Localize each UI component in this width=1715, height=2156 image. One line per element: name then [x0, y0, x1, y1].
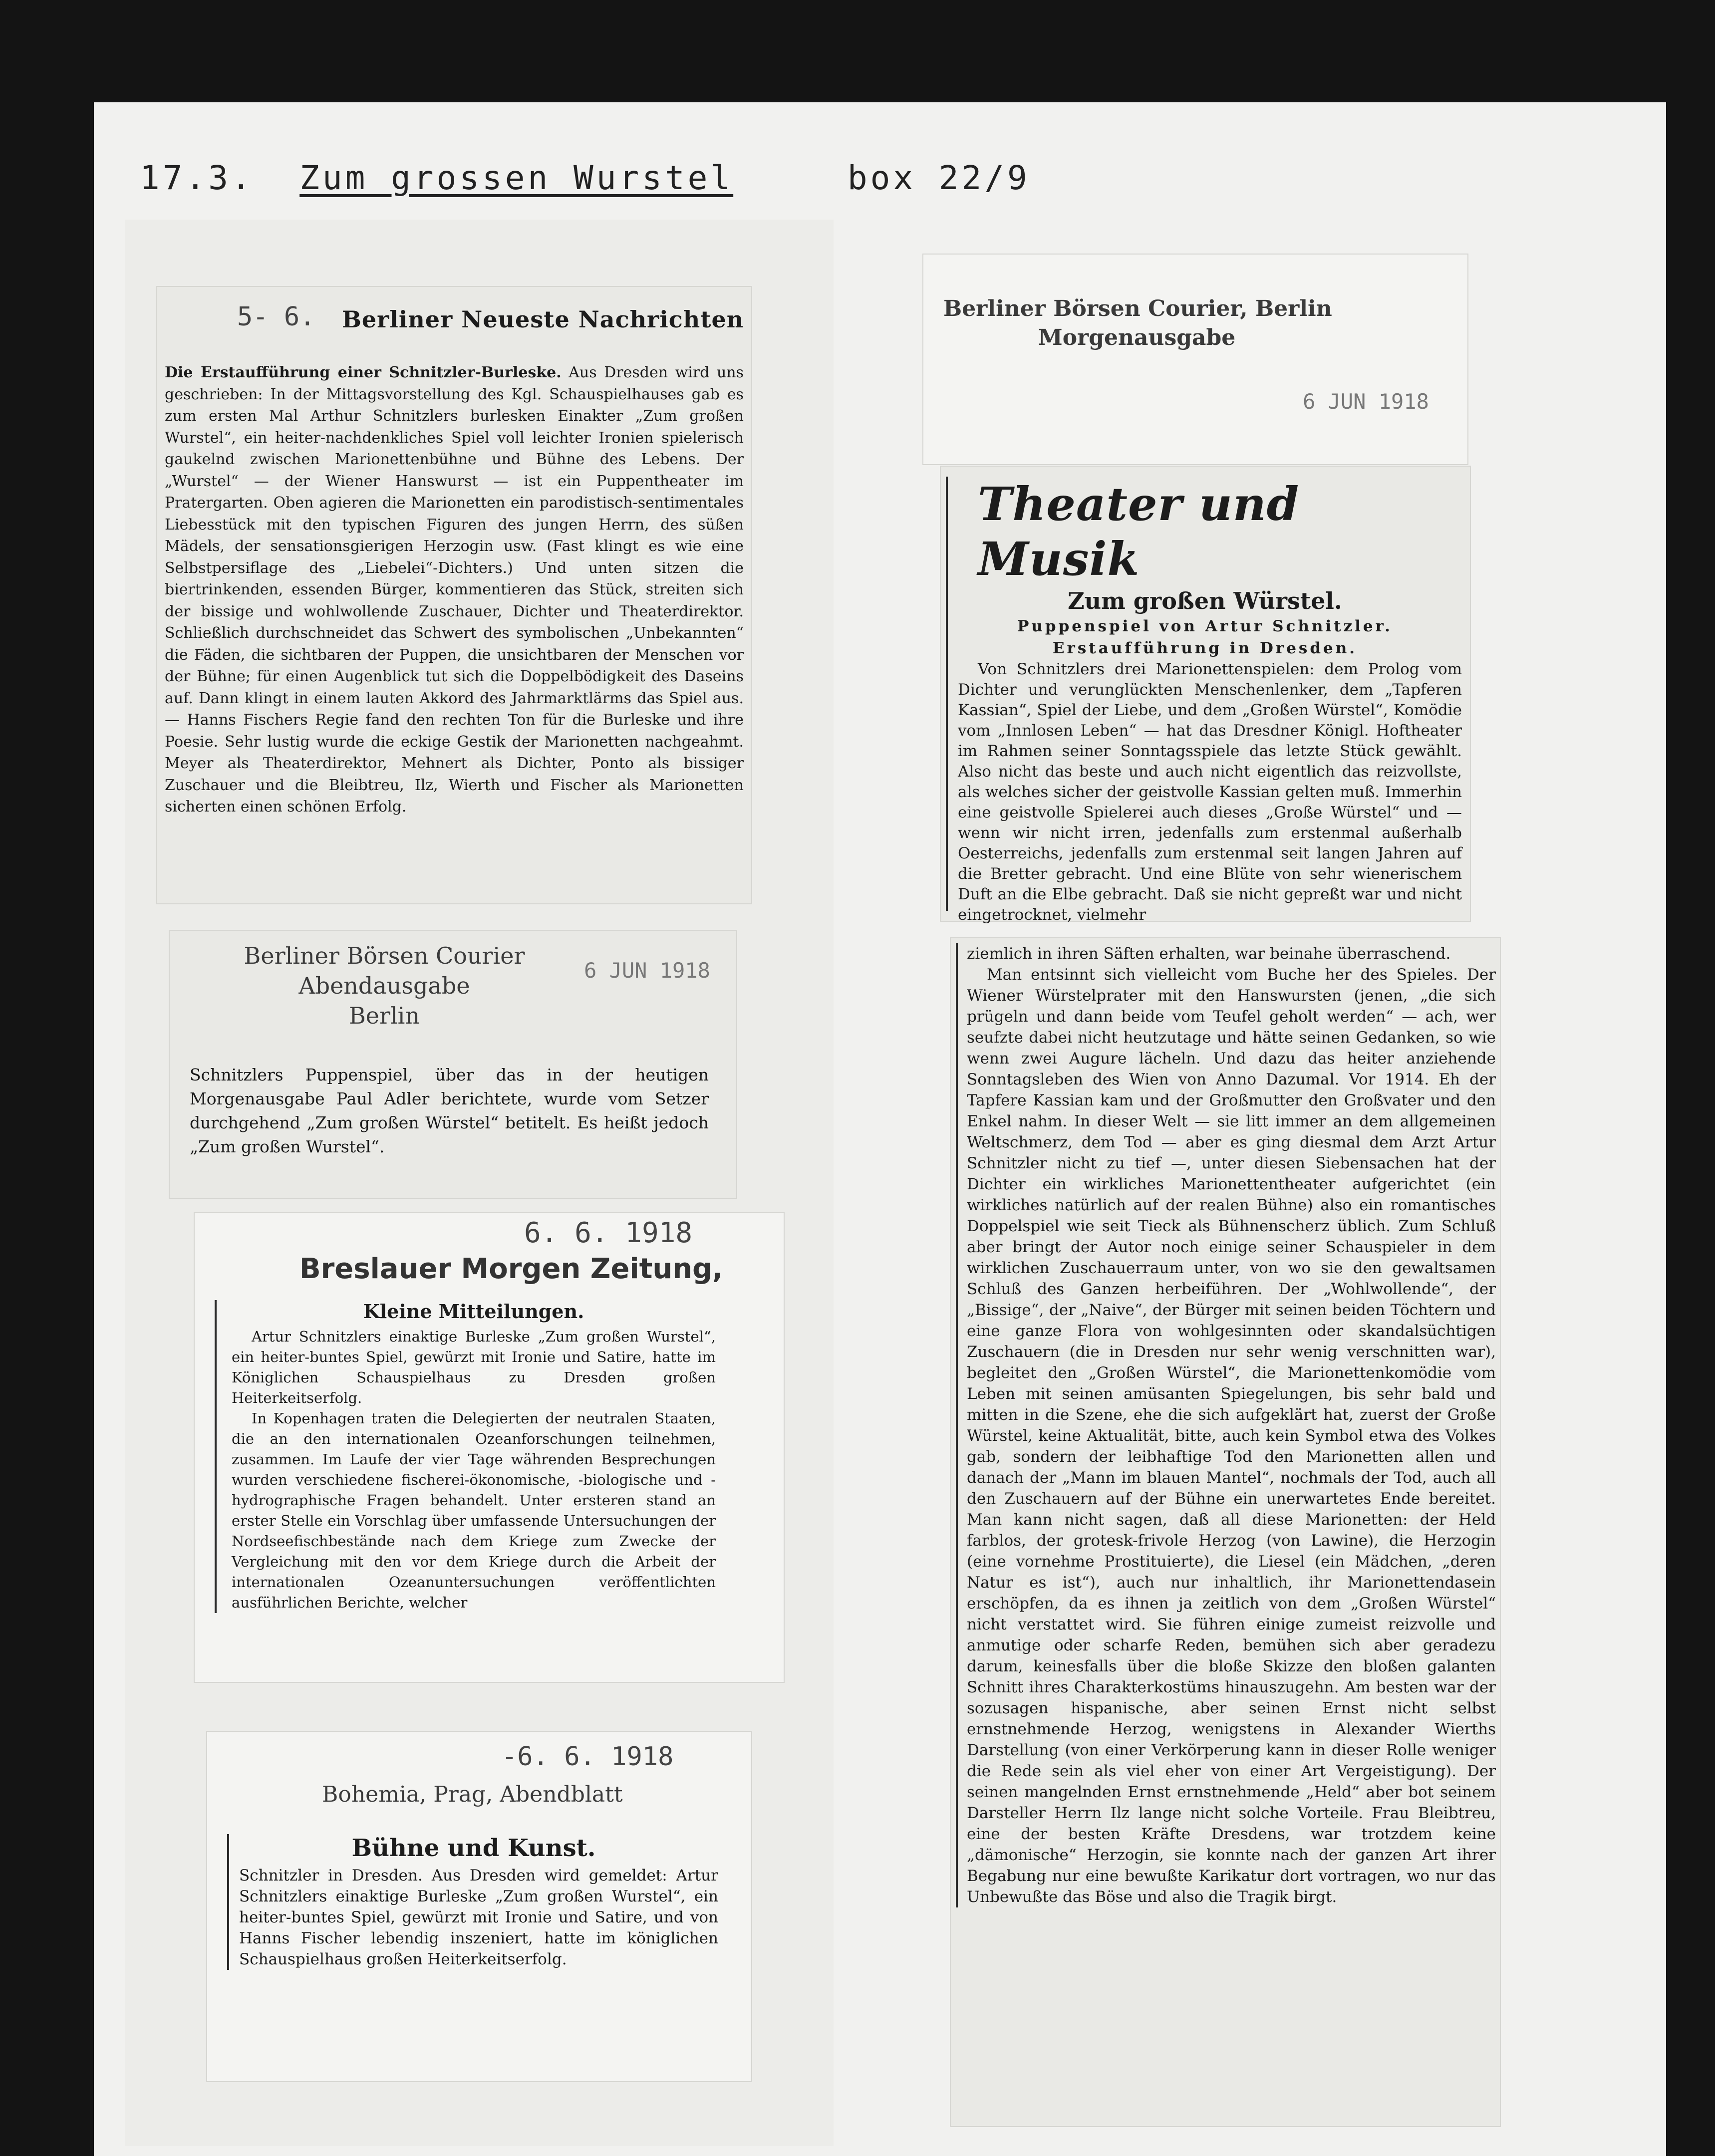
clip5-subhead1: Puppenspiel von Artur Schnitzler. — [1017, 617, 1393, 635]
clip5-date-stamp: 6 JUN 1918 — [1303, 389, 1429, 414]
clip5-source-line2: Morgenausgabe — [1038, 325, 1236, 350]
archive-header — [140, 159, 1030, 197]
clip3-paragraph-2: In Kopenhagen traten die Delegierten der neutralen Staaten, die an den internationalen Ozeanforschungen teilnehmen, zusammen. Im Laufe der vier Tage währenden Besprechungen wurden verschiedene fischerei-ökonomische, -biologische und -hydrographische Fragen behandelt. Unter ersteren stand an erster Stelle ein Vorschlag über umfassende Untersuchungen der Nordseefischbestände nach dem Kriege zum Zwecke der Vergleichung mit den vor dem Kriege durch die Arbeit der internationalen Ozeanuntersuchungen veröffentlichten ausführlichen Berichte, welcher — [232, 1410, 716, 1611]
clip5-source — [943, 294, 1332, 352]
clip3-body — [217, 1327, 716, 1613]
clip2-source — [170, 941, 599, 1031]
clipping-breslauer-morgen-zeitung — [195, 1213, 784, 1682]
clip2-article — [190, 1063, 709, 1159]
clip4-body — [229, 1865, 718, 1970]
clip5-headline: Zum großen Würstel. — [1068, 587, 1342, 614]
clip3-section: Kleine Mitteilungen. — [363, 1300, 584, 1323]
clip5-source-line1: Berliner Börsen Courier, Berlin — [943, 296, 1332, 321]
clip3-paragraph-1: Artur Schnitzlers einaktige Burleske „Zum großen Wurstel“, ein heiter-buntes Spiel, gewürzt mit Ironie und Satire, hatte im Königlichen Schauspielhaus zu Dresden großen Heiterkeitserfolg. — [232, 1328, 716, 1406]
clip4-text: Schnitzler in Dresden. Aus Dresden wird gemeldet: Artur Schnitzlers einaktige Burleske „Zum großen Wurstel“, ein heiter-buntes Spiel, gewürzt mit Ironie und Satire, und von Hanns Fischer lebendig inszeniert, hatte im königlichen Schauspielhaus großen Heiterkeitserfolg. — [239, 1867, 718, 1968]
clipping-theater-und-musik-continued — [951, 938, 1500, 2126]
clipping-theater-und-musik — [941, 467, 1470, 924]
clip2-source-line1: Berliner Börsen Courier — [244, 942, 525, 969]
clip1-source: Berliner Neueste Nachrichten — [342, 306, 744, 333]
clip2-source-line2: Abendausgabe — [298, 972, 470, 999]
clipping-bohemia-prag — [207, 1732, 751, 2081]
clip3-date: 6. 6. 1918 — [524, 1217, 693, 1249]
clip4-section: Bühne und Kunst. — [351, 1834, 596, 1862]
clip1-date: 5- 6. — [237, 302, 315, 332]
header-number: 17.3. — [140, 159, 254, 197]
clip5-section: Theater und Musik — [978, 477, 1300, 586]
clip4-source: Bohemia, Prag, Abendblatt — [322, 1782, 623, 1807]
clip5-body-top — [948, 659, 1462, 925]
clip1-masthead — [237, 297, 751, 337]
clipping-boersen-courier-abend — [170, 931, 736, 1198]
clip4-article — [227, 1834, 718, 1970]
clip5-paragraph-3: Man entsinnt sich vielleicht vom Buche her des Spieles. Der Wiener Würstelprater mit den Hanswursten (jenen, „die sich prügeln und dann beide vom Teufel geholt werden“ — ach, wer seufzte dabei nicht heutzutage und hätte seinen Gedanken, so wie wenn zwei Augure lächeln. Und dazu das heiter anziehende Sonntagsleben des Wien von Anno Dazumal. Vor 1914. Eh der Tapfere Kassian kam und der Großmutter den Großvater und den Enkel nahm. In dieser Welt — sie litt immer an dem allgemeinen Weltschmerz, dem Tod — aber es ging diesmal dem Arzt Artur Schnitzler nicht zu tief —, unter diesen Siebensachen hat der Dichter ein wirkliches Marionettentheater aufgerichtet (ein wirkliches natürlich auf der realen Bühne) also ein romantisches Doppelspiel wie seit Tieck als Bühnenscherz üblich. Zum Schluß aber bringt der Autor noch einige seiner Schauspieler in dem wirklichen Zuschauerraum unter, von wo sie den gewaltsamen Schluß des Ganzen herbeiführen. Der „Wohlwollende“, der „Bissige“, der „Naive“, der Bürger mit seinen beiden Töchtern und eine ganze Flora von wohlgesinnten oder skandalsüchtigen Zuschauern (die in Dresden nur sehr wenig verschnitten war), begleitet den „Großen Würstel“, die Marionettenkomödie vom Leben mit seinen amüsanten Spiegelungen, bis sehr bald und mitten in die Szene, ehe die sich aufgeklärt hat, zuerst der Große Würstel, keine Aktualität, bitte, auch kein Symbol etwa des Volkes gab, sondern der leibhaftige Tod den Marionetten allen und danach der „Mann im blauen Mantel“, nochmals der Tod, auch all den Zuschauern auf der Bühne ein unerwartetes Ende bereitet. Man kann nicht sagen, daß all diese Marionetten: der Held farblos, der grotesk-frivole Herzog (von Lawine), die Herzogin (eine vornehme Prostituierte), die Liesel (ein Mädchen, „deren Natur es ist“), auch nur inhaltlich, ihr Marionettendasein erschöpfen, da es ihnen ja zeitlich von dem „Großen Würstel“ nicht verstattet wird. Sie führen einige zumeist reizvolle und anmutige oder scharfe Reden, bemühen sich aber geradezu darum, keinesfalls über die bloße Skizze den bloßen galanten Schnitt ihres Charakterkostüms hinauszugehn. Am besten war der sozusagen hispanische, aber seinen Ernst nicht selbst ernstnehmende Herzog, wenigstens in Alexander Wierths Darstellung (von einer Verkörperung kann in dieser Rolle weniger die Rede sein als viel eher von einer Art Vergeistigung). Der seinen mangelnden Ernst ernstnehmende „Held“ aber bot seinem Darsteller Herrn Ilz lange nicht solche Vorteile. Frau Bleibtreu, eine der besten Kräfte Dresdens, war trotzdem keine „dämonische“ Herzogin, sie konnte nach der ganzen Art ihrer Begabung nur eine bewußte Karikatur dort vortragen, wo nur das Unbewußte das Böse und also die Tragik birgt. — [967, 966, 1496, 1906]
clip3-source: Breslauer Morgen Zeitung, — [299, 1253, 723, 1285]
clip5-paragraph-1: Von Schnitzlers drei Marionettenspielen: dem Prolog vom Dichter und verunglückten Menschenlenker, dem „Tapferen Kassian“, Spiel der Liebe, und dem „Großen Würstel“, Komödie vom „Innlosen Leben“ — hat das Dresdner Königl. Hoftheater im Rahmen seiner Sonntagsspiele das letzte Stück gewählt. Also nicht das beste und auch nicht eigentlich das reizvollste, als welches sicher der geistvolle Kassian gelten muß. Immerhin eine geistvolle Spielerei auch dieses „Große Würstel“ und — wenn wir nicht irren, jedenfalls zum erstenmal außerhalb Oesterreichs, jedenfalls zum erstenmal seit langen Jahren auf die Bretter gebracht. Und eine Blüte von sehr wienerischem Duft an die Elbe gebracht. Daß sie nicht gepreßt war und nicht eingetrocknet, vielmehr — [958, 660, 1462, 924]
clip4-date: -6. 6. 1918 — [502, 1742, 674, 1772]
header-title: Zum grossen Wurstel — [299, 159, 734, 197]
clip1-article — [165, 362, 744, 818]
clip5-paragraph-2: ziemlich in ihren Säften erhalten, war beinahe überraschend. — [967, 945, 1451, 963]
clipping-berliner-neueste-nachrichten — [157, 287, 751, 903]
clip3-article — [215, 1300, 716, 1613]
clip2-source-line3: Berlin — [348, 1002, 420, 1029]
clipping-boersen-courier-morgen-header — [923, 255, 1467, 464]
clip2-date-stamp: 6 JUN 1918 — [584, 958, 710, 983]
header-box: box 22/9 — [847, 159, 1030, 197]
clip5-body-continued — [956, 943, 1496, 1907]
clip5-subhead2: Erstaufführung in Dresden. — [1052, 639, 1358, 657]
clip2-text: Schnitzlers Puppenspiel, über das in der heutigen Morgenausgabe Paul Adler berichtete, wurde vom Setzer durchgehend „Zum großen Würstel“ betitelt. Es heißt jedoch „Zum großen Wurstel“. — [190, 1065, 709, 1156]
clip5-article-top — [946, 477, 1462, 924]
clip1-paragraph — [165, 362, 744, 818]
clip1-text: Aus Dresden wird uns geschrieben: In der Mittagsvorstellung des Kgl. Schauspielhauses gab es zum ersten Mal Arthur Schnitzlers burlesken Einakter „Zum großen Wurstel“, ein heiter-nachdenkliches Spiel voll leichter Ironien spielerisch gaukelnd zwischen Marionettenbühne und Bühne des Lebens. Der „Wurstel“ — der Wiener Hanswurst — ist ein Puppentheater im Pratergarten. Oben agieren die Marionetten ein parodistisch-sentimentales Liebesstück mit den typischen Figuren des jungen Herrn, des süßen Mädels, der sensationsgierigen Herzogin usw. (Fast klingt es wie eine Selbstpersiflage des „Liebelei“-Dichters.) Und unten sitzen die biertrinkenden, essenden Bürger, kommentieren das Stück, streiten sich der bissige und wohlwollende Zuschauer, Dichter und Theaterdirektor. Schließlich durchschneidet das Schwert des symbolischen „Unbekannten“ die Fäden, die sichtbaren der Puppen, die unsichtbaren der Menschen vor der Bühne; für einen Augenblick tut sich die Doppelbödigkeit des Daseins auf. Dann klingt in einem lauten Akkord des Jahrmarktlärms das Spiel aus. — Hanns Fischers Regie fand den rechten Ton für die Burleske und ihre Poesie. Sehr lustig wurde die eckige Gestik der Marionetten nachgeahmt. Meyer als Theaterdirektor, Mehnert als Dichter, Ponto als bissiger Zuschauer und die Bleibtreu, Ilz, Wierth und Fischer als Marionetten sicherten einen schönen Erfolg. — [165, 364, 744, 815]
clip1-headline: Die Erstaufführung einer Schnitzler-Burleske. — [165, 364, 562, 381]
